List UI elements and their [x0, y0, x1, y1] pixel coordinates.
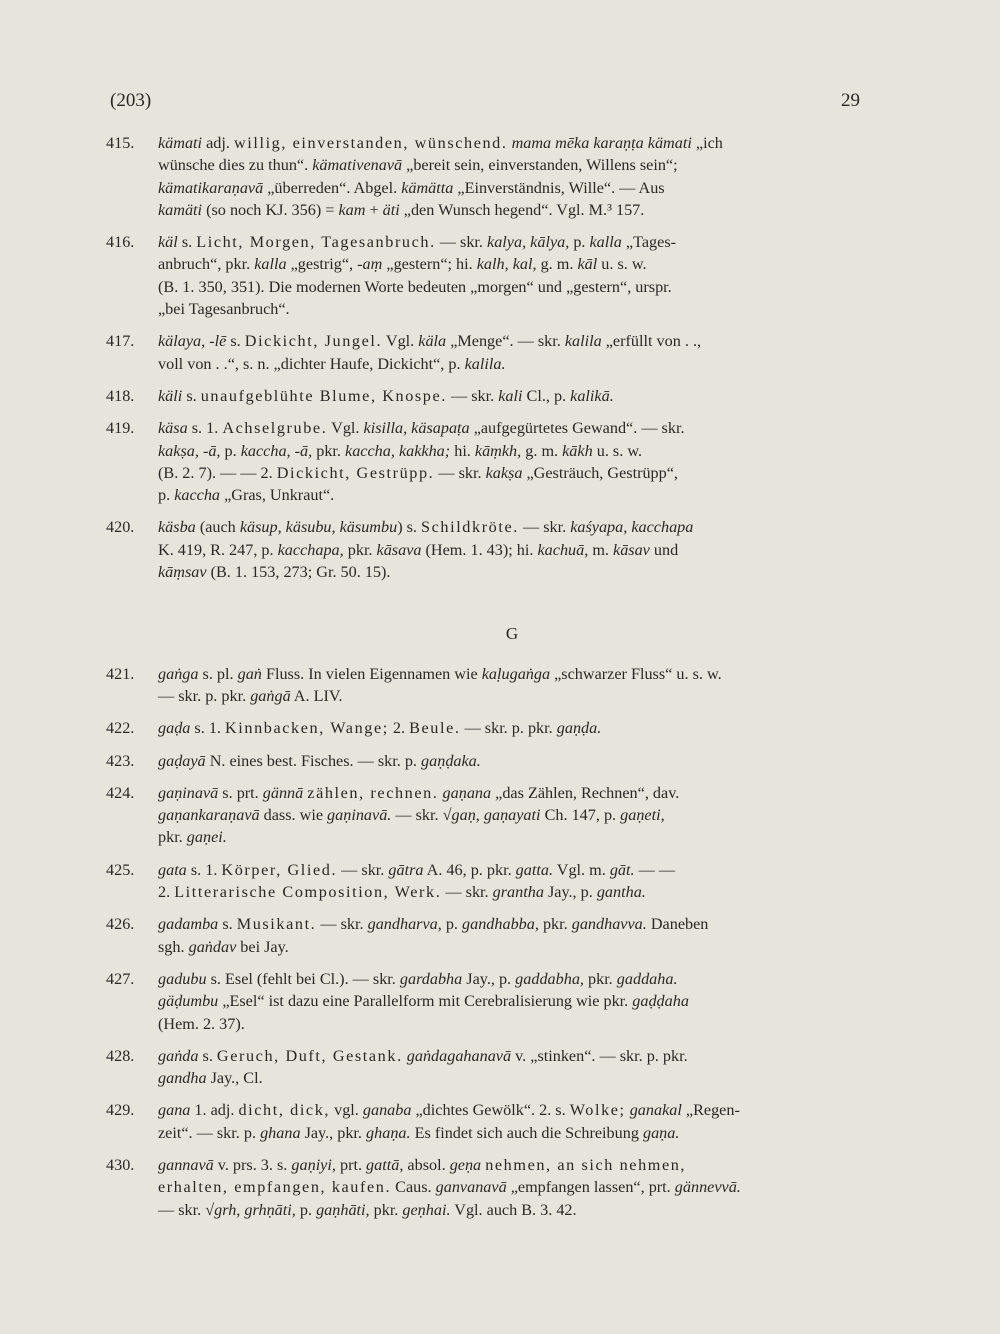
entry-line	[158, 750, 866, 772]
entry-text: „dichtes Gewölk“. 2. s.	[411, 1101, 570, 1120]
headword-text: gannavā	[158, 1155, 214, 1174]
entry-text: — skr. √	[158, 1200, 215, 1219]
entry-text: p.	[441, 915, 463, 934]
headword-text: gaṇeti,	[620, 806, 665, 825]
entry-line	[158, 685, 866, 707]
entry-text: „bei Tagesanbruch“.	[158, 300, 290, 319]
entry-text: Vgl. auch B. 3. 42.	[450, 1200, 577, 1219]
entry-text: sgh.	[158, 937, 189, 956]
headword-text: kāṃkh,	[474, 441, 522, 460]
entry-text: s. pl.	[198, 664, 238, 683]
dictionary-entry	[106, 385, 866, 407]
headword-text: kāl	[577, 255, 598, 274]
entry-line	[158, 782, 866, 804]
entry-line	[158, 663, 866, 685]
headword-text: kam	[338, 200, 366, 219]
entry-text: „Regen-	[681, 1101, 740, 1120]
entry-text: s.	[177, 233, 197, 252]
entry-line	[158, 330, 866, 352]
headword-text: gandharva,	[367, 915, 442, 934]
entry-text: Vgl.	[382, 332, 419, 351]
headword-text: gaddaha.	[616, 969, 678, 988]
entry-text: pkr.	[369, 1200, 403, 1219]
headword-text: ganaba	[362, 1101, 412, 1120]
entry-text: Jay., Cl.	[206, 1069, 263, 1088]
headword-text: käl	[158, 233, 178, 252]
headword-text: gaṇiyi,	[291, 1155, 336, 1174]
entry-line	[158, 1045, 866, 1067]
headword-text: käsa	[158, 419, 188, 438]
entry-text: Musikant.	[236, 915, 317, 934]
headword-text: kisilla, käsapaṭa	[363, 419, 470, 438]
entry-text: nehmen, an sich nehmen,	[485, 1155, 687, 1174]
headword-text: kali	[498, 386, 523, 405]
entry-text: dass. wie	[259, 806, 328, 825]
page-number: 29	[841, 90, 860, 111]
entry-text: Dickicht, Gestrüpp.	[276, 463, 435, 482]
entry-text: — skr.	[518, 518, 571, 537]
entry-line	[158, 484, 866, 506]
entry-text: u. s. w.	[592, 441, 643, 460]
entry-number: 425.	[106, 860, 135, 879]
entry-text: pkr.	[538, 915, 572, 934]
entry-text: K. 419, R. 247, p.	[158, 540, 278, 559]
headword-text: kämätta	[401, 178, 454, 197]
entry-line	[158, 154, 866, 176]
headword-text: gäḍumbu	[158, 992, 219, 1011]
entry-number: 418.	[106, 386, 135, 405]
headword-text: grh, grhṇāti,	[214, 1200, 296, 1219]
entry-text: willig, einverstanden, wünschend.	[233, 134, 508, 152]
entry-text: (B. 2. 7). — — 2.	[158, 463, 277, 482]
dictionary-entry	[106, 1099, 866, 1144]
dictionary-entry	[106, 663, 866, 708]
dictionary-entry	[106, 750, 866, 772]
dictionary-entry	[106, 516, 866, 583]
entry-text: s. 1.	[187, 419, 223, 438]
entry-text: +	[365, 200, 383, 219]
dictionary-entry	[106, 417, 866, 506]
entry-text: „Gesträuch, Gestrüpp“,	[522, 463, 678, 482]
entry-text: v. „stinken“. — skr. p. pkr.	[511, 1046, 688, 1065]
entry-text: s. 1.	[186, 860, 222, 879]
entry-text: — skr.	[337, 860, 389, 879]
entry-number: 430.	[106, 1155, 135, 1174]
entry-text: Vgl.	[327, 419, 364, 438]
entry-line	[158, 936, 866, 958]
entry-number: 422.	[106, 719, 135, 738]
headword-text: kacchapa,	[277, 540, 344, 559]
entry-text: — —	[634, 860, 676, 879]
entry-text: p.	[158, 486, 175, 505]
entry-text: — skr.	[446, 386, 499, 405]
entry-text: „bereit sein, einverstanden, Willens sein“;	[402, 156, 678, 175]
headword-text: ghaṇa.	[366, 1123, 411, 1142]
entry-list	[106, 132, 866, 1231]
entry-number: 421.	[106, 664, 135, 683]
entry-text: vgl.	[330, 1101, 363, 1120]
dictionary-entry	[106, 717, 866, 739]
entry-text: (Hem. 1. 43); hi.	[421, 540, 538, 559]
entry-text: „schwarzer Fluss“ u. s. w.	[550, 664, 722, 683]
entry-text: 2.	[388, 719, 410, 738]
entry-line	[158, 199, 866, 221]
headword-text: -aṃ	[357, 255, 383, 274]
entry-line	[158, 132, 866, 154]
entry-text: p.	[569, 233, 590, 252]
entry-line	[158, 1122, 866, 1144]
dictionary-entry	[106, 782, 866, 849]
headword-text: käsup, käsubu, käsumbu	[239, 518, 398, 537]
entry-text: pkr.	[312, 441, 346, 460]
page-bracket-number: (203)	[110, 90, 152, 111]
headword-text: kāsav	[613, 540, 650, 559]
entry-text: p.	[220, 441, 241, 460]
entry-line	[158, 1099, 866, 1121]
entry-line	[158, 1199, 866, 1221]
entry-number: 419.	[106, 419, 135, 438]
entry-text: g. m.	[536, 255, 578, 274]
entry-line	[158, 177, 866, 199]
entry-text: s.	[226, 332, 245, 351]
entry-number: 426.	[106, 915, 135, 934]
entry-text: Achselgrube.	[222, 419, 328, 438]
headword-text: kämati	[158, 134, 203, 152]
entry-text: Licht, Morgen, Tagesanbruch.	[196, 233, 436, 252]
entry-text: Cl., p.	[522, 386, 571, 405]
entry-text: (Hem. 2. 37).	[158, 1014, 245, 1033]
headword-text: kaccha, kakkha;	[345, 441, 451, 460]
entry-line	[158, 1067, 866, 1089]
headword-text: gaṅgā	[250, 686, 291, 705]
entry-text: absol.	[403, 1155, 450, 1174]
entry-text: N. eines best. Fisches. — skr. p.	[205, 751, 422, 770]
entry-text: Daneben	[646, 915, 709, 934]
entry-text: g. m.	[521, 441, 563, 460]
entry-line	[158, 253, 866, 275]
entry-text: „Tages-	[621, 233, 677, 252]
entry-text: „überreden“. Abgel.	[263, 178, 402, 197]
headword-text: kaḷugaṅga	[481, 664, 551, 683]
entry-number: 417.	[106, 332, 135, 351]
entry-text: Ch. 147, p.	[540, 806, 621, 825]
entry-number: 429.	[106, 1101, 135, 1120]
entry-line	[158, 990, 866, 1012]
entry-text: s. Esel (fehlt bei Cl.). — skr.	[206, 969, 400, 988]
entry-text: voll von . .“, s. n. „dichter Haufe, Dickicht“, p.	[158, 354, 465, 373]
entry-line	[158, 717, 866, 739]
entry-text: pkr.	[158, 828, 187, 847]
entry-text: „gestrig“,	[286, 255, 358, 274]
headword-text: grantha	[492, 883, 544, 902]
entry-text: Es findet sich auch die Schreibung	[410, 1123, 643, 1142]
entry-line	[158, 826, 866, 848]
headword-text: kakṣa	[485, 463, 523, 482]
entry-number: 416.	[106, 233, 135, 252]
entry-line	[158, 440, 866, 462]
entry-text: Geruch, Duft, Gestank.	[216, 1046, 403, 1065]
entry-text: p.	[295, 1200, 317, 1219]
entry-text: „aufgegürtetes Gewand“. — skr.	[469, 419, 685, 438]
entry-text: (B. 1. 350, 351). Die modernen Worte bedeuten „morgen“ und „gestern“, urspr.	[158, 277, 672, 296]
entry-text: Jay., pkr.	[300, 1123, 367, 1142]
headword-text: käli	[158, 386, 183, 405]
headword-text: gaṇhāti,	[316, 1200, 370, 1219]
entry-text: s. prt.	[218, 783, 263, 802]
dictionary-entry	[106, 330, 866, 375]
headword-text: gaṇa.	[642, 1123, 680, 1142]
headword-text: gaṇinavā.	[327, 806, 392, 825]
entry-text: — skr.	[434, 463, 486, 482]
entry-text: 1. adj.	[190, 1101, 239, 1120]
headword-text: gaṇ, gaṇayati	[451, 806, 541, 825]
headword-text: kaśyapa, kacchapa	[570, 518, 694, 537]
entry-line	[158, 417, 866, 439]
entry-text: ) s.	[397, 518, 422, 537]
headword-text: kākh	[562, 441, 593, 460]
entry-line	[158, 298, 866, 320]
entry-line	[158, 385, 866, 407]
entry-text: prt.	[335, 1155, 367, 1174]
entry-text: — skr. √	[391, 806, 452, 825]
headword-text: gantha.	[596, 883, 646, 902]
entry-text: dicht, dick,	[238, 1101, 331, 1120]
entry-text: Körper, Glied.	[221, 860, 338, 879]
entry-text: s.	[198, 1046, 217, 1065]
headword-text: gandha	[158, 1069, 207, 1088]
headword-text: gandhavva.	[571, 915, 647, 934]
headword-text: ganvanavā	[435, 1178, 507, 1197]
section-heading: G	[505, 624, 519, 644]
entry-line	[158, 539, 866, 561]
entry-text: v. prs. 3. s.	[213, 1155, 292, 1174]
headword-text: kalikā.	[570, 386, 614, 405]
entry-text: „Esel“ ist dazu eine Parallelform mit Cerebralisierung wie pkr.	[218, 992, 633, 1011]
headword-text: gaṇinavā	[158, 783, 219, 802]
headword-text: gaddabha,	[515, 969, 584, 988]
headword-text: kälaya, -lē	[158, 332, 227, 351]
headword-text: gaṅda	[158, 1046, 199, 1065]
headword-text: gännā	[262, 783, 304, 802]
headword-text: kalla	[254, 255, 287, 274]
dictionary-entry	[106, 968, 866, 1035]
entry-text: s.	[182, 386, 201, 405]
entry-text: und	[649, 540, 679, 559]
headword-text: gaṇḍaka.	[421, 751, 481, 770]
headword-text: gātra	[388, 860, 424, 879]
entry-text: s.	[218, 915, 237, 934]
headword-text: kämatikaraṇavā	[158, 178, 264, 197]
entry-text: (so noch KJ. 356) =	[202, 200, 339, 219]
entry-line	[158, 1013, 866, 1035]
entry-text: zählen, rechnen.	[307, 783, 439, 802]
entry-number: 423.	[106, 751, 135, 770]
entry-number: 420.	[106, 518, 135, 537]
headword-text: kaccha	[174, 486, 221, 505]
page-header	[110, 90, 860, 120]
headword-text: geṇa	[449, 1155, 482, 1174]
entry-text: Litterarische Composition, Werk.	[174, 883, 442, 902]
headword-text: gandhabba,	[462, 915, 539, 934]
entry-text: m.	[588, 540, 614, 559]
entry-text: Beule.	[409, 719, 461, 738]
entry-line	[158, 1154, 866, 1176]
entry-text: Jay., p.	[543, 883, 597, 902]
headword-text: kalya, kālya,	[487, 233, 570, 252]
entry-line	[158, 804, 866, 826]
headword-text: gata	[158, 860, 187, 879]
entry-text: s. 1.	[190, 719, 226, 738]
entry-text: unaufgeblühte Blume, Knospe.	[200, 386, 447, 405]
headword-text: kāsava	[376, 540, 422, 559]
entry-text: bei Jay.	[236, 937, 289, 956]
entry-text: A. 46, p. pkr.	[423, 860, 516, 879]
headword-text: kaccha, -ā,	[240, 441, 313, 460]
entry-text: 2.	[158, 883, 175, 902]
entry-text: anbruch“, pkr.	[158, 255, 255, 274]
entry-text: A. LIV.	[290, 686, 343, 705]
headword-text: gana	[158, 1101, 191, 1120]
headword-text: ganakal	[629, 1101, 682, 1120]
entry-text: Fluss. In vielen Eigennamen wie	[261, 664, 482, 683]
dictionary-entry	[106, 913, 866, 958]
headword-text: kamäti	[158, 200, 203, 219]
entry-text: — skr. p. pkr.	[158, 686, 251, 705]
headword-text: kāṃsav	[158, 563, 207, 582]
entries-k	[106, 132, 866, 583]
entry-text: „empfangen lassen“, prt.	[506, 1178, 675, 1197]
entry-text: — skr.	[316, 915, 368, 934]
headword-text: kalla	[589, 233, 622, 252]
entries-g	[106, 663, 866, 1221]
headword-text: ghana	[260, 1123, 301, 1142]
entry-text: hi.	[450, 441, 475, 460]
entry-line	[158, 231, 866, 253]
entry-line	[158, 968, 866, 990]
entry-line	[158, 516, 866, 538]
headword-text: gaṅga	[158, 664, 199, 683]
entry-line	[158, 1176, 866, 1198]
headword-text: kalh, kal,	[476, 255, 537, 274]
entry-number: 427.	[106, 969, 135, 988]
dictionary-entry	[106, 132, 866, 221]
headword-text: geṇhai.	[402, 1200, 451, 1219]
headword-text: käsba	[158, 518, 196, 537]
headword-text: gattā,	[366, 1155, 404, 1174]
entry-text: pkr.	[583, 969, 617, 988]
entry-text: adj.	[202, 134, 234, 152]
entry-text: erhalten, empfangen, kaufen.	[158, 1178, 392, 1197]
entry-text: Kinnbacken, Wange;	[225, 719, 389, 738]
headword-text: gatta.	[515, 860, 553, 879]
entry-text: u. s. w.	[597, 255, 647, 274]
entry-line	[158, 353, 866, 375]
headword-text: kämativenavā	[312, 156, 403, 175]
entry-line	[158, 276, 866, 298]
entry-text: „Gras, Unkraut“.	[220, 486, 335, 505]
entry-text: (B. 1. 153, 273; Gr. 50. 15).	[206, 563, 391, 582]
headword-text: gaṇankaraṇavā	[158, 806, 260, 825]
headword-text: gaṇana	[442, 783, 492, 802]
headword-text: gaḍḍaha	[632, 992, 689, 1011]
entry-text: „gestern“; hi.	[382, 255, 477, 274]
headword-text: gaṅdagahanavā	[406, 1046, 512, 1065]
headword-text: gaḍa	[158, 719, 191, 738]
entry-text: Caus.	[391, 1178, 436, 1197]
headword-text: gadamba	[158, 915, 219, 934]
entry-text: zeit“. — skr. p.	[158, 1123, 261, 1142]
headword-text: gaṅdav	[188, 937, 237, 956]
headword-text: gaṅ	[237, 664, 262, 683]
entry-number: 428.	[106, 1046, 135, 1065]
dictionary-entry	[106, 1045, 866, 1090]
entry-line	[158, 881, 866, 903]
entry-number: 415.	[106, 134, 135, 152]
headword-text: gardabha	[399, 969, 463, 988]
entry-text: Schildkröte.	[421, 518, 519, 537]
headword-text: gaṇei.	[186, 828, 227, 847]
entry-text: „Einverständnis, Wille“. — Aus	[453, 178, 665, 197]
headword-text: kalila	[564, 332, 602, 351]
entry-text: „Menge“. — skr.	[446, 332, 565, 351]
entry-text: Dickicht, Jungel.	[244, 332, 383, 351]
dictionary-entry	[106, 231, 866, 320]
headword-text: kakṣa, -ā,	[158, 441, 221, 460]
entry-line	[158, 561, 866, 583]
headword-text: kalila.	[464, 354, 506, 373]
entry-text: „den Wunsch hegend“. Vgl. M.³ 157.	[399, 200, 645, 219]
headword-text: kachuā,	[537, 540, 589, 559]
entry-text: — skr.	[435, 233, 488, 252]
entry-text: „erfüllt von . .,	[601, 332, 702, 351]
entry-number: 424.	[106, 783, 135, 802]
entry-text: Wolke;	[569, 1101, 626, 1120]
entry-line	[158, 859, 866, 881]
entry-line	[158, 913, 866, 935]
dictionary-entry	[106, 1154, 866, 1221]
entry-text: — skr. p. pkr.	[460, 719, 557, 738]
headword-text: mama mēka karaṇṭa kämati	[511, 134, 692, 152]
headword-text: gaḍayā	[158, 751, 206, 770]
entry-text: wünsche dies zu thun“.	[158, 156, 313, 175]
headword-text: gaṇḍa.	[556, 719, 602, 738]
headword-text: gadubu	[158, 969, 207, 988]
dictionary-entry	[106, 859, 866, 904]
entry-text: Jay., p.	[462, 969, 516, 988]
entry-text: (auch	[195, 518, 240, 537]
headword-text: gännevvā.	[674, 1178, 741, 1197]
entry-text: „ich	[691, 134, 723, 152]
entry-text: Vgl. m.	[553, 860, 610, 879]
entry-line	[158, 462, 866, 484]
entry-text: pkr.	[343, 540, 377, 559]
entry-text: — skr.	[441, 883, 493, 902]
headword-text: käla	[418, 332, 447, 351]
headword-text: äti	[382, 200, 400, 219]
headword-text: gāt.	[609, 860, 635, 879]
entry-text: „das Zählen, Rechnen“, dav.	[491, 783, 680, 802]
